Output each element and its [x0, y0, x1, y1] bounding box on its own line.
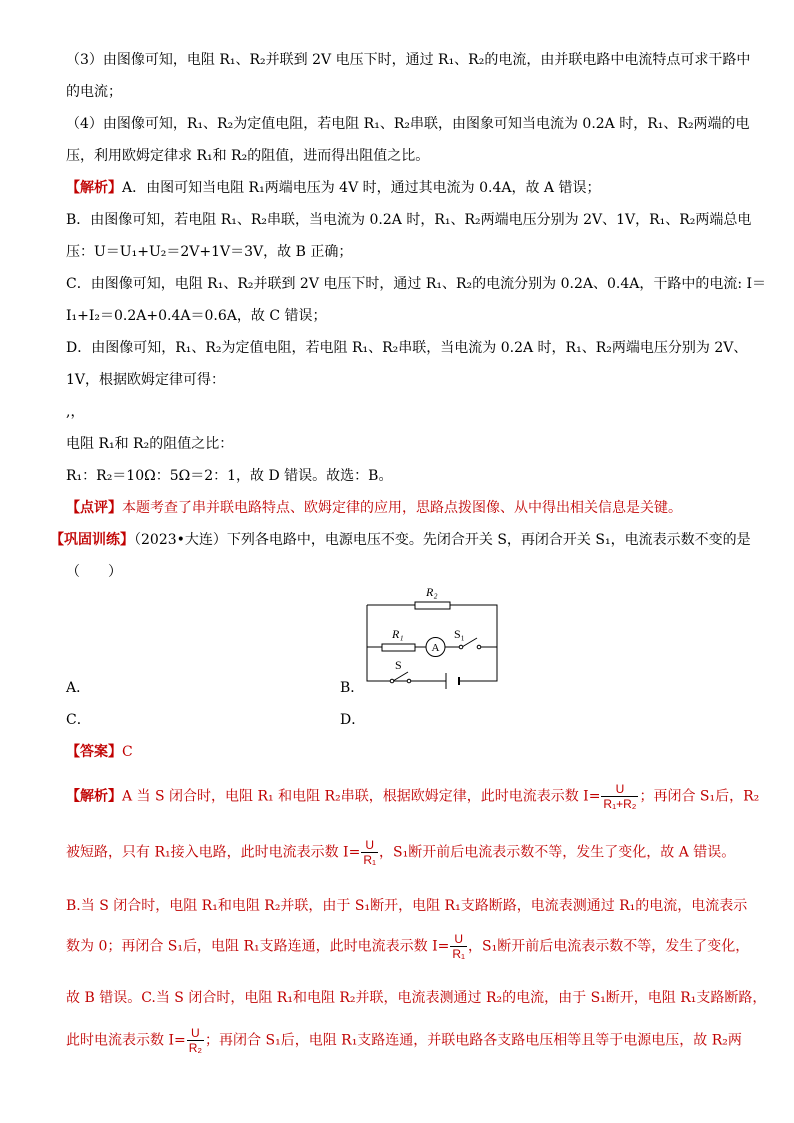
answer-blank: （ ）: [66, 564, 122, 580]
switch-s-blade: [393, 672, 408, 681]
line-7: 压：U＝U₁+U₂＝2V+1V＝3V，故 B 正确；: [66, 244, 353, 260]
circuit-diagram: [355, 578, 515, 690]
solution-text-2a: 被短路，只有 R₁接入电路，此时电流表示数 I=: [66, 844, 361, 861]
fraction-3: [450, 932, 467, 961]
solution-line-4: [66, 932, 749, 961]
fraction-1-num: U: [615, 782, 625, 796]
answer-line: [66, 742, 133, 762]
line-12: ,，: [66, 404, 85, 420]
line-11: 1V，根据欧姆定律可得：: [66, 372, 226, 388]
fraction-4: [187, 1026, 204, 1055]
solution-line-1: [66, 782, 759, 811]
option-b: B．: [340, 680, 365, 696]
line-9: I₁+I₂＝0.2A+0.4A＝0.6A，故 C 错误；: [66, 308, 327, 324]
line-8: C．由图像可知，电阻 R₁、R₂并联到 2V 电压下时，通过 R₁、R₂的电流分别为 0.2A、0.4A，干路中的电流: I＝: [66, 276, 767, 292]
switch-s-contact: [407, 679, 411, 683]
line-10: D．由图像可知，R₁、R₂为定值电阻，若电阻 R₁、R₂串联，当电流为 0.2A 时，R₁、R₂两端电压分别为 2V、: [66, 340, 748, 356]
ammeter-label: A: [431, 642, 440, 654]
option-c: C．: [66, 712, 91, 728]
fraction-2-num: U: [365, 838, 375, 852]
fraction-4-num: U: [191, 1026, 200, 1040]
comment-tag: 【点评】: [66, 500, 122, 516]
analysis-line-1: [66, 178, 600, 198]
line-3: （4）由图像可知，R₁、R₂为定值电阻，若电阻 R₁、R₂串联，由图象可知当电流为 0.2A 时，R₁、R₂两端的电: [66, 116, 750, 132]
s-label: S: [395, 658, 402, 672]
analysis-tag: 【解析】: [66, 180, 122, 196]
solution-text-1b: ；再闭合 S₁后，R₂: [639, 788, 760, 805]
practice-line: [50, 530, 751, 550]
practice-text: （2023•大连）下列各电路中，电源电压不变。先闭合开关 S，再闭合开关 S₁，电流表示数不变的是: [134, 532, 751, 548]
solution-text-6b: ；再闭合 S₁后，电阻 R₁支路连通，并联电路各支路电压相等且等于电源电压，故 R₂两: [205, 1032, 742, 1049]
comment-text: 本题考查了串并联电路特点、欧姆定律的应用，思路点拨图像、从中得出相关信息是关键。: [122, 500, 682, 516]
option-d: D．: [340, 712, 366, 728]
solution-text-1a: A 当 S 闭合时，电阻 R₁ 和电阻 R₂串联，根据欧姆定律，此时电流表示数 I=: [122, 788, 601, 805]
switch-s-pivot: [390, 679, 394, 683]
fraction-3-num: U: [454, 932, 464, 946]
fraction-1-den: R₁+R₂: [603, 797, 637, 811]
line-13: 电阻 R₁和 R₂的阻值之比：: [66, 436, 234, 452]
switch-s1-pivot: [459, 645, 463, 649]
practice-tag: 【巩固训练】: [50, 532, 134, 548]
fraction-2-den: R₁: [363, 853, 377, 867]
fraction-3-den: R₁: [452, 947, 466, 961]
s1-label: S₁: [454, 627, 465, 641]
solution-line-2: [66, 838, 735, 867]
option-a: A．: [66, 680, 91, 696]
fraction-4-den: R₂: [188, 1041, 203, 1055]
solution-text-4b: ，S₁断开前后电流表示数不等，发生了变化，: [468, 938, 750, 955]
solution-line-6: [66, 1026, 742, 1055]
line-14: R₁：R₂＝10Ω：5Ω＝2：1，故 D 错误。故选：B。: [66, 468, 393, 484]
solution-text-4a: 数为 0；再闭合 S₁后，电阻 R₁支路连通，此时电流表示数 I=: [66, 938, 450, 955]
fraction-1: [601, 782, 638, 811]
comment-line: [66, 498, 682, 518]
switch-s1-contact: [477, 645, 481, 649]
resistor-r1: [382, 644, 415, 651]
answer-tag: 【答案】: [66, 744, 122, 760]
answer-value: C: [122, 744, 133, 760]
line-4: 压，利用欧姆定律求 R₁和 R₂的阻值，进而得出阻值之比。: [66, 148, 430, 164]
solution-line-5: 故 B 错误。C.当 S 闭合时，电阻 R₁和电阻 R₂并联，电流表测通过 R₂的电流，由于 S₁断开，电阻 R₁支路断路，: [66, 990, 767, 1006]
solution-tag: 【解析】: [66, 788, 122, 805]
line-6: B．由图像可知，若电阻 R₁、R₂串联，当电流为 0.2A 时，R₁、R₂两端电压分别为 2V、1V，R₁、R₂两端总电: [66, 212, 752, 228]
r1-label: R₁: [392, 627, 404, 641]
r2-label: R₂: [426, 585, 438, 599]
analysis-text: A．由图可知当电阻 R₁两端电压为 4V 时，通过其电流为 0.4A，故 A 错误；: [122, 180, 601, 196]
line-2: 的电流；: [66, 84, 122, 100]
line-1: （3）由图像可知，电阻 R₁、R₂并联到 2V 电压下时，通过 R₁、R₂的电流，由并联电路中电流特点可求干路中: [66, 52, 751, 68]
solution-text-6a: 此时电流表示数 I=: [66, 1032, 186, 1049]
resistor-r2: [415, 602, 450, 609]
fraction-2: [361, 838, 378, 867]
solution-line-3: B.当 S 闭合时，电阻 R₁和电阻 R₂并联，由于 S₁断开，电阻 R₁支路断路，电流表测通过 R₁的电流，电流表示: [66, 898, 748, 914]
solution-text-2b: ，S₁断开前后电流表示数不等，发生了变化，故 A 错误。: [379, 844, 736, 861]
